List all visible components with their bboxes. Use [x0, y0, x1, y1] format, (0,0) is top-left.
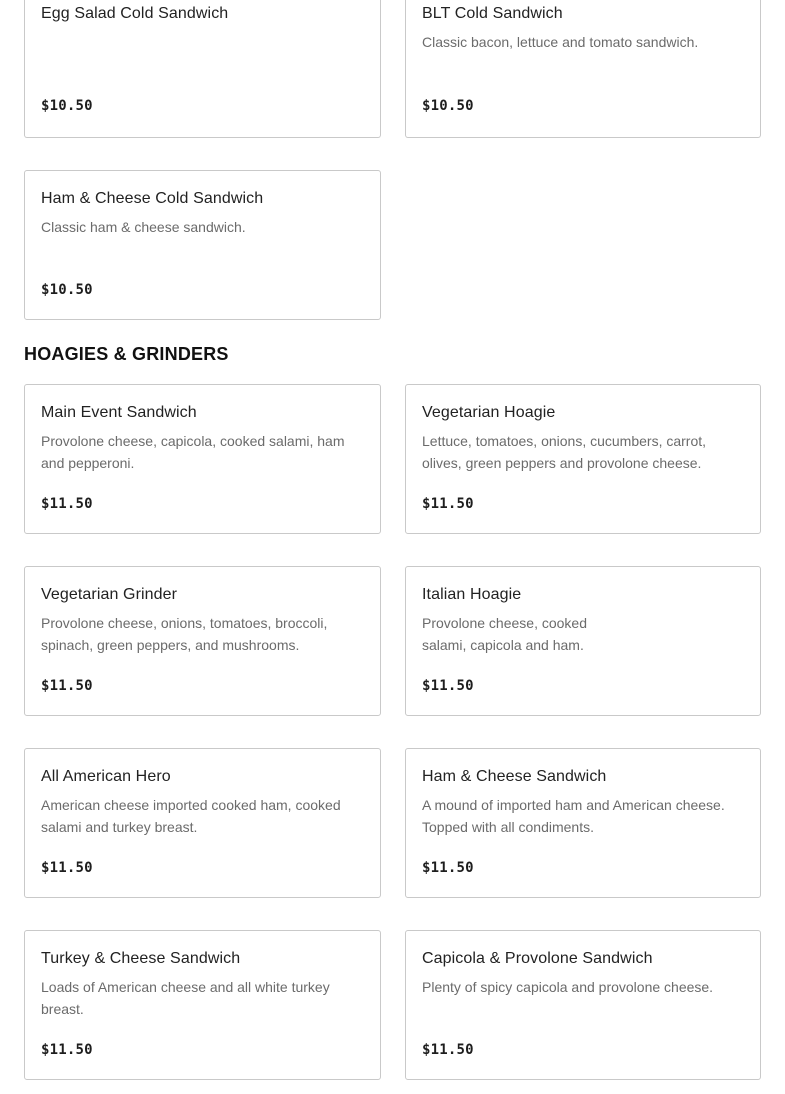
menu-item-description: Lettuce, tomatoes, onions, cucumbers, carrot, olives, green peppers and provolone cheese. — [422, 433, 707, 471]
menu-item-card[interactable] — [405, 384, 761, 534]
menu-item-description: Loads of American cheese and all white turkey breast. — [41, 979, 330, 1017]
menu-item-card[interactable] — [405, 930, 761, 1080]
menu-item-price: $11.50 — [422, 860, 474, 876]
menu-item-price: $11.50 — [41, 678, 93, 694]
menu-item-name: Ham & Cheese Cold Sandwich — [41, 190, 264, 207]
menu-item-description: Classic bacon, lettuce and tomato sandwich. — [422, 34, 699, 50]
menu-item-price: $10.50 — [41, 282, 93, 298]
menu-item-description: American cheese imported cooked ham, cooked salami and turkey breast. — [41, 797, 341, 835]
menu-item-price: $10.50 — [422, 98, 474, 114]
menu-item-name: All American Hero — [41, 768, 171, 785]
menu-item-name: Italian Hoagie — [422, 586, 522, 603]
menu-item-card[interactable] — [24, 0, 381, 138]
menu-item-description: Provolone cheese, onions, tomatoes, broccoli, spinach, green peppers, and mushrooms. — [41, 615, 328, 653]
menu-item-name: Capicola & Provolone Sandwich — [422, 950, 653, 967]
menu-item-card[interactable] — [24, 170, 381, 320]
menu-item-name: Main Event Sandwich — [41, 404, 197, 421]
menu-item-name: BLT Cold Sandwich — [422, 5, 563, 22]
menu-item-price: $11.50 — [422, 496, 474, 512]
menu-item-description: Provolone cheese, capicola, cooked salami, ham and pepperoni. — [41, 433, 345, 471]
menu-item-name: Egg Salad Cold Sandwich — [41, 5, 229, 22]
menu-item-card[interactable] — [24, 384, 381, 534]
menu-item-price: $11.50 — [41, 496, 93, 512]
section-title-hoagies: HOAGIES & GRINDERS — [24, 344, 229, 364]
menu-item-name: Vegetarian Grinder — [41, 586, 178, 603]
menu-item-price: $11.50 — [41, 860, 93, 876]
menu-item-price: $11.50 — [41, 1042, 93, 1058]
menu-item-card[interactable] — [24, 930, 381, 1080]
menu-item-name: Ham & Cheese Sandwich — [422, 768, 607, 785]
menu-item-card[interactable] — [405, 748, 761, 898]
menu-item-card[interactable] — [24, 748, 381, 898]
menu-item-description: Plenty of spicy capicola and provolone cheese. — [422, 979, 714, 995]
menu-item-price: $10.50 — [41, 98, 93, 114]
menu-item-price: $11.50 — [422, 678, 474, 694]
menu-item-description: Provolone cheese, cooked salami, capicola and ham. — [422, 615, 587, 653]
menu-item-description: Classic ham & cheese sandwich. — [41, 219, 246, 235]
menu-item-name: Vegetarian Hoagie — [422, 404, 556, 421]
menu-item-card[interactable] — [405, 566, 761, 716]
menu-item-description: A mound of imported ham and American cheese. Topped with all condiments. — [422, 797, 725, 835]
menu-item-price: $11.50 — [422, 1042, 474, 1058]
menu-item-name: Turkey & Cheese Sandwich — [41, 950, 241, 967]
menu-item-card[interactable] — [24, 566, 381, 716]
menu-item-card[interactable] — [405, 0, 761, 138]
